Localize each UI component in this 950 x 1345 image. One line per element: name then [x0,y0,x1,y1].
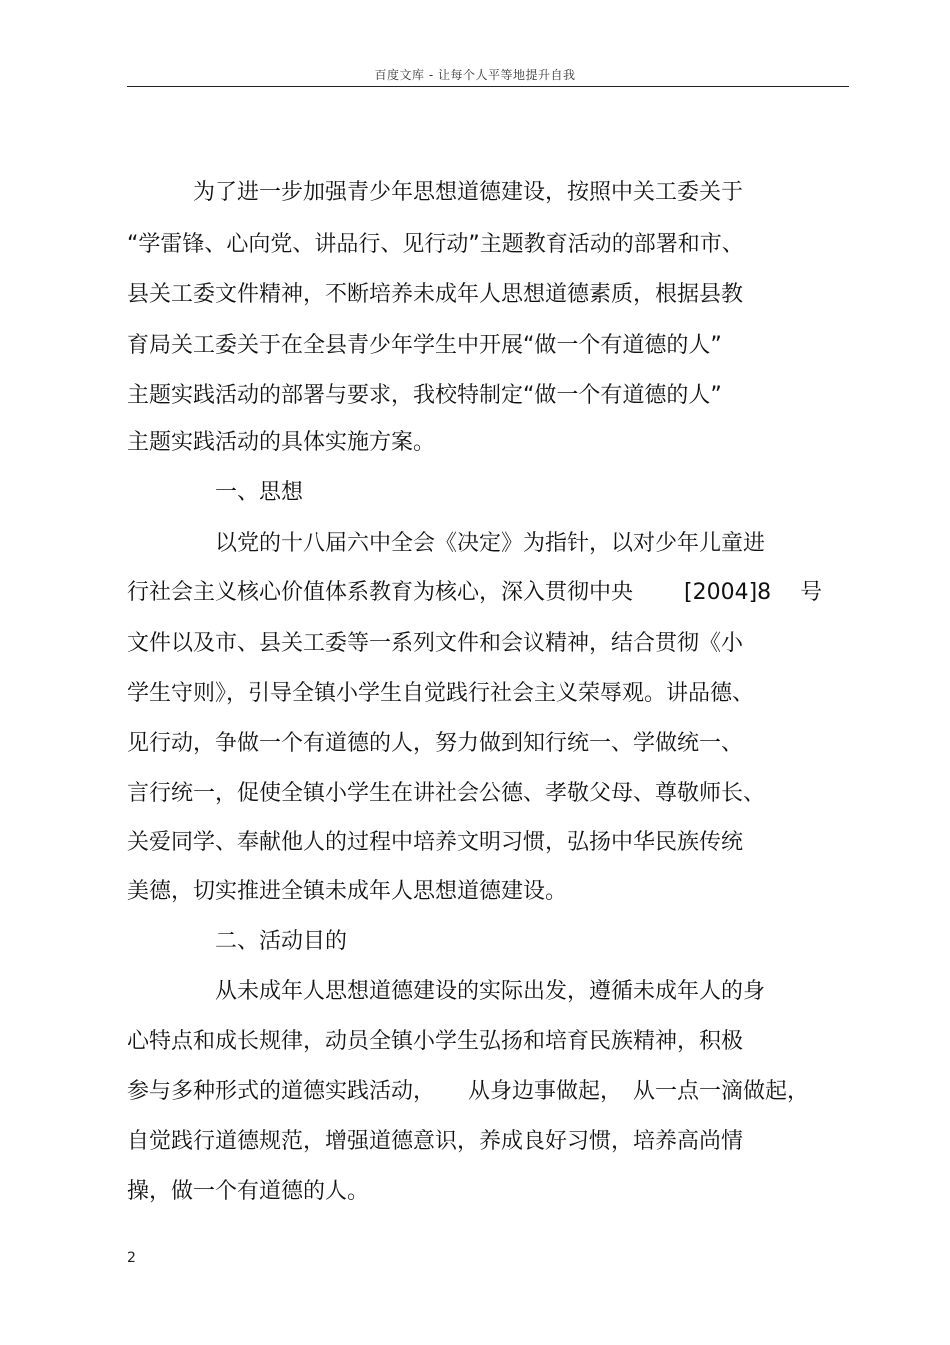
paragraph-line: “学雷锋、心向党、讲品行、见行动”主题教育活动的部署和市、 [127,232,744,257]
paragraph-line: 县关工委文件精神，不断培养未成年人思想道德素质，根据县教 [127,282,744,307]
paragraph-line: 参与多种形式的道德实践活动， 从身边事做起， 从一点一滴做起， [127,1079,810,1104]
paragraph-line: 美德，切实推进全镇未成年人思想道德建设。 [127,879,568,904]
paragraph-line: 文件以及市、县关工委等一系列文件和会议精神，结合贯彻《小 [127,631,744,656]
paragraph-line: 心特点和成长规律，动员全镇小学生弘扬和培育民族精神，积极 [127,1029,744,1054]
paragraph-line: 育局关工委关于在全县青少年学生中开展“做一个有道德的人” [127,333,722,358]
section-heading: 一、思想 [127,480,304,505]
header-divider [127,86,849,87]
paragraph-line: 学生守则》，引导全镇小学生自觉践行社会主义荣辱观。讲品德、 [127,681,755,706]
paragraph-line: 主题实践活动的部署与要求，我校特制定“做一个有道德的人” [127,383,722,408]
header-text: 百度文库 - 让每个人平等地提升自我 [374,68,576,82]
paragraph-line: 从未成年人思想道德建设的实际出发，遵循未成年人的身 [127,979,766,1004]
paragraph-line: 自觉践行道德规范，增强道德意识，养成良好习惯，培养高尚情 [127,1129,744,1154]
paragraph-line: 见行动，争做一个有道德的人，努力做到知行统一、学做统一、 [127,731,744,756]
paragraph-line: 操，做一个有道德的人。 [127,1179,370,1204]
paragraph-line: 关爱同学、奉献他人的过程中培养文明习惯，弘扬中华民族传统 [127,830,744,855]
paragraph-line: 主题实践活动的具体实施方案。 [127,430,436,455]
paragraph-line: 为了进一步加强青少年思想道德建设，按照中关工委关于 [127,180,744,205]
paragraph-line: 言行统一，促使全镇小学生在讲社会公德、孝敬父母、尊敬师长、 [127,781,766,806]
paragraph-line: 行社会主义核心价值体系教育为核心，深入贯彻中央 [2004]8 号 [127,580,823,605]
section-heading: 二、活动目的 [127,929,348,954]
paragraph-line: 以党的十八届六中全会《决定》为指针，以对少年儿童进 [127,531,766,556]
page-number: 2 [127,1250,136,1266]
